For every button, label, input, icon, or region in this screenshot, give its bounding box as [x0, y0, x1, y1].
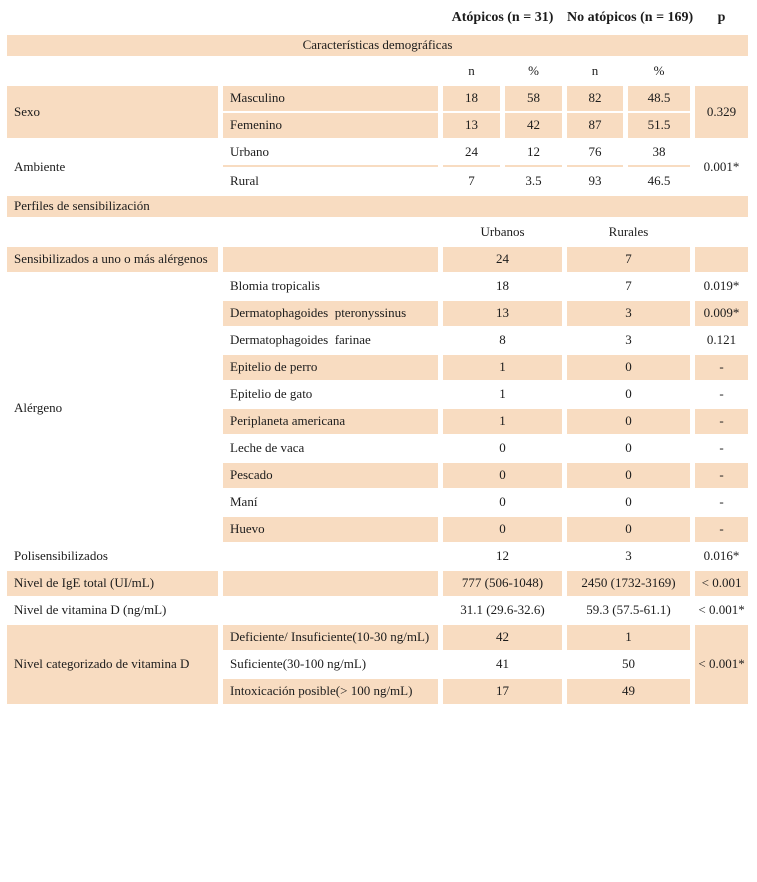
cell-vitamina-d-cat-p: < 0.001*: [695, 625, 748, 704]
allergen-p-cell: -: [695, 517, 748, 542]
cell-femenino-pct1: 42: [505, 113, 562, 138]
cell-sensibilizados-p: [695, 247, 748, 272]
table-row-urbano: [7, 140, 748, 167]
subheader-empty-cell: [7, 219, 218, 245]
allergen-urbanos-cell: 1: [499, 386, 506, 402]
cell-urbano-pct2: 38: [628, 140, 690, 167]
subheader-rurales: Rurales: [608, 223, 649, 239]
section-title-perfiles: Perfiles de sensibilización: [7, 196, 748, 217]
cell-ambiente-label: Ambiente: [14, 158, 66, 174]
cell-empty: [223, 247, 438, 272]
cell-masculino-pct1: 58: [505, 86, 562, 111]
category-atopicos-cell: 41: [496, 656, 509, 672]
allergen-name-cell: Pescado: [223, 463, 438, 488]
allergen-rurales-cell: 0: [567, 409, 690, 434]
cell-masculino-n2: 82: [567, 86, 623, 111]
section-band-row: [7, 196, 748, 217]
allergen-name-cell: Epitelio de perro: [223, 355, 438, 380]
allergen-rurales-cell: 7: [625, 278, 632, 294]
allergen-p-cell: -: [695, 355, 748, 380]
allergen-row: [7, 274, 748, 299]
allergen-name-cell: Dermatophagoides pteronyssinus: [223, 301, 438, 326]
allergen-rurales-cell: 0: [625, 440, 632, 456]
cell-masculino-pct2: 48.5: [628, 86, 690, 111]
cell-femenino-n2: 87: [567, 113, 623, 138]
allergen-p-cell: -: [695, 409, 748, 434]
cell-urbano-label: Urbano: [223, 140, 438, 167]
vitamin-d-category-row: [7, 625, 748, 650]
cell-masculino-n1: 18: [443, 86, 500, 111]
allergen-rurales-cell: 0: [567, 517, 690, 542]
cell-femenino-n1: 13: [443, 113, 500, 138]
allergen-urbanos-cell: 18: [496, 278, 509, 294]
table-row-vitamina-d: [7, 598, 748, 623]
allergen-p-cell: 0.121: [706, 332, 737, 348]
cell-ige-p: < 0.001: [695, 571, 748, 596]
header-empty-cell: [223, 2, 438, 33]
cell-vitamina-d-cat-label: Nivel categorizado de vitamina D: [7, 625, 218, 704]
allergen-urbanos-cell: 0: [499, 440, 506, 456]
category-no-atopicos-cell: 50: [622, 656, 636, 672]
allergen-urbanos-cell: 1: [443, 355, 562, 380]
cell-rural-n2: 93: [588, 173, 602, 189]
cell-sensibilizados-label: Sensibilizados a uno o más alérgenos: [7, 247, 218, 272]
cell-ambiente-p: 0.001*: [703, 158, 740, 174]
cell-ige-no-atopicos: 2450 (1732-3169): [567, 571, 690, 596]
allergen-rurales-cell: 0: [625, 494, 632, 510]
cell-sexo-label: Sexo: [7, 86, 218, 138]
subheader-empty-cell: [223, 219, 438, 245]
cell-femenino-label: Femenino: [223, 113, 438, 138]
cell-vitamina-d-p: < 0.001*: [698, 602, 745, 618]
table-row-ige: [7, 571, 748, 596]
cell-sexo-p: 0.329: [695, 86, 748, 138]
subheader-row: [7, 58, 748, 84]
allergen-rurales-cell: 0: [567, 463, 690, 488]
section-band-row: [7, 35, 748, 56]
category-name-cell: Suficiente(30-100 ng/mL): [230, 656, 367, 672]
cell-polisensibilizados-rurales: 3: [625, 548, 632, 564]
table-header-row: [7, 2, 748, 33]
table-row-masculino: [7, 86, 748, 111]
allergen-rurales-cell: 0: [567, 355, 690, 380]
allergen-urbanos-cell: 13: [443, 301, 562, 326]
subheader-urbanos: Urbanos: [480, 223, 525, 239]
cell-polisensibilizados-p: 0.016*: [703, 548, 740, 564]
allergen-rurales-cell: 0: [625, 386, 632, 402]
cell-ige-atopicos: 777 (506-1048): [443, 571, 562, 596]
section-title-demograficas: Características demográficas: [7, 35, 748, 56]
allergen-rurales-cell: 3: [625, 332, 632, 348]
subheader-empty-cell: [223, 58, 438, 84]
allergen-p-cell: 0.019*: [703, 278, 740, 294]
header-p: p: [717, 9, 726, 25]
cell-sensibilizados-rurales: 7: [567, 247, 690, 272]
allergen-p-cell: -: [719, 440, 724, 456]
allergen-urbanos-cell: 0: [443, 517, 562, 542]
subheader-row-urbanos-rurales: [7, 219, 748, 245]
allergen-name-cell: Huevo: [223, 517, 438, 542]
cell-rural-n1: 7: [468, 173, 475, 189]
allergen-p-cell: -: [695, 463, 748, 488]
header-atopicos: Atópicos (n = 31): [451, 9, 554, 25]
cell-empty: [223, 571, 438, 596]
category-atopicos-cell: 17: [443, 679, 562, 704]
category-no-atopicos-cell: 1: [567, 625, 690, 650]
allergen-urbanos-cell: 0: [443, 463, 562, 488]
cell-vitamina-d-no-atopicos: 59.3 (57.5-61.1): [586, 602, 671, 618]
allergen-urbanos-cell: 1: [443, 409, 562, 434]
table-row-polisensibilizados: [7, 544, 748, 569]
table-row-sensibilizados: [7, 247, 748, 272]
allergen-name-cell: Blomia tropicalis: [230, 278, 320, 294]
category-atopicos-cell: 42: [443, 625, 562, 650]
cell-rural-label: Rural: [230, 173, 259, 189]
subheader-n2: n: [591, 62, 599, 78]
cell-urbano-pct1: 12: [505, 140, 562, 167]
category-name-cell: Intoxicación posible(> 100 ng/mL): [223, 679, 438, 704]
allergen-p-cell: -: [719, 386, 724, 402]
cell-urbano-n1: 24: [443, 140, 500, 167]
category-no-atopicos-cell: 49: [567, 679, 690, 704]
allergen-rurales-cell: 3: [567, 301, 690, 326]
header-no-atopicos: No atópicos (n = 169): [567, 9, 694, 25]
allergen-urbanos-cell: 8: [499, 332, 506, 348]
cell-urbano-n2: 76: [567, 140, 623, 167]
allergen-p-cell: -: [719, 494, 724, 510]
allergen-name-cell: Leche de vaca: [230, 440, 305, 456]
allergen-name-cell: Epitelio de gato: [230, 386, 313, 402]
cell-polisensibilizados-urbanos: 12: [496, 548, 509, 564]
allergen-urbanos-cell: 0: [499, 494, 506, 510]
header-empty-cell: [7, 2, 218, 33]
cell-alergeno-label: Alérgeno: [14, 399, 63, 415]
cell-vitamina-d-atopicos: 31.1 (29.6-32.6): [460, 602, 545, 618]
results-table: [2, 0, 753, 706]
allergen-p-cell: 0.009*: [695, 301, 748, 326]
allergen-name-cell: Dermatophagoides farinae: [230, 332, 371, 348]
subheader-n1: n: [468, 62, 475, 78]
cell-sensibilizados-urbanos: 24: [443, 247, 562, 272]
allergen-name-cell: Periplaneta americana: [223, 409, 438, 434]
subheader-empty-cell: [695, 58, 748, 84]
cell-vitamina-d-label: Nivel de vitamina D (ng/mL): [14, 602, 167, 618]
subheader-empty-cell: [7, 58, 218, 84]
subheader-pct2: %: [653, 62, 665, 78]
cell-femenino-pct2: 51.5: [628, 113, 690, 138]
cell-masculino-label: Masculino: [223, 86, 438, 111]
cell-rural-pct2: 46.5: [647, 173, 671, 189]
subheader-empty-cell: [695, 219, 748, 245]
cell-polisensibilizados-label: Polisensibilizados: [14, 548, 108, 564]
cell-ige-label: Nivel de IgE total (UI/mL): [7, 571, 218, 596]
allergen-name-cell: Maní: [230, 494, 258, 510]
category-name-cell: Deficiente/ Insuficiente(10-30 ng/mL): [223, 625, 438, 650]
cell-rural-pct1: 3.5: [525, 173, 542, 189]
subheader-pct1: %: [528, 62, 539, 78]
